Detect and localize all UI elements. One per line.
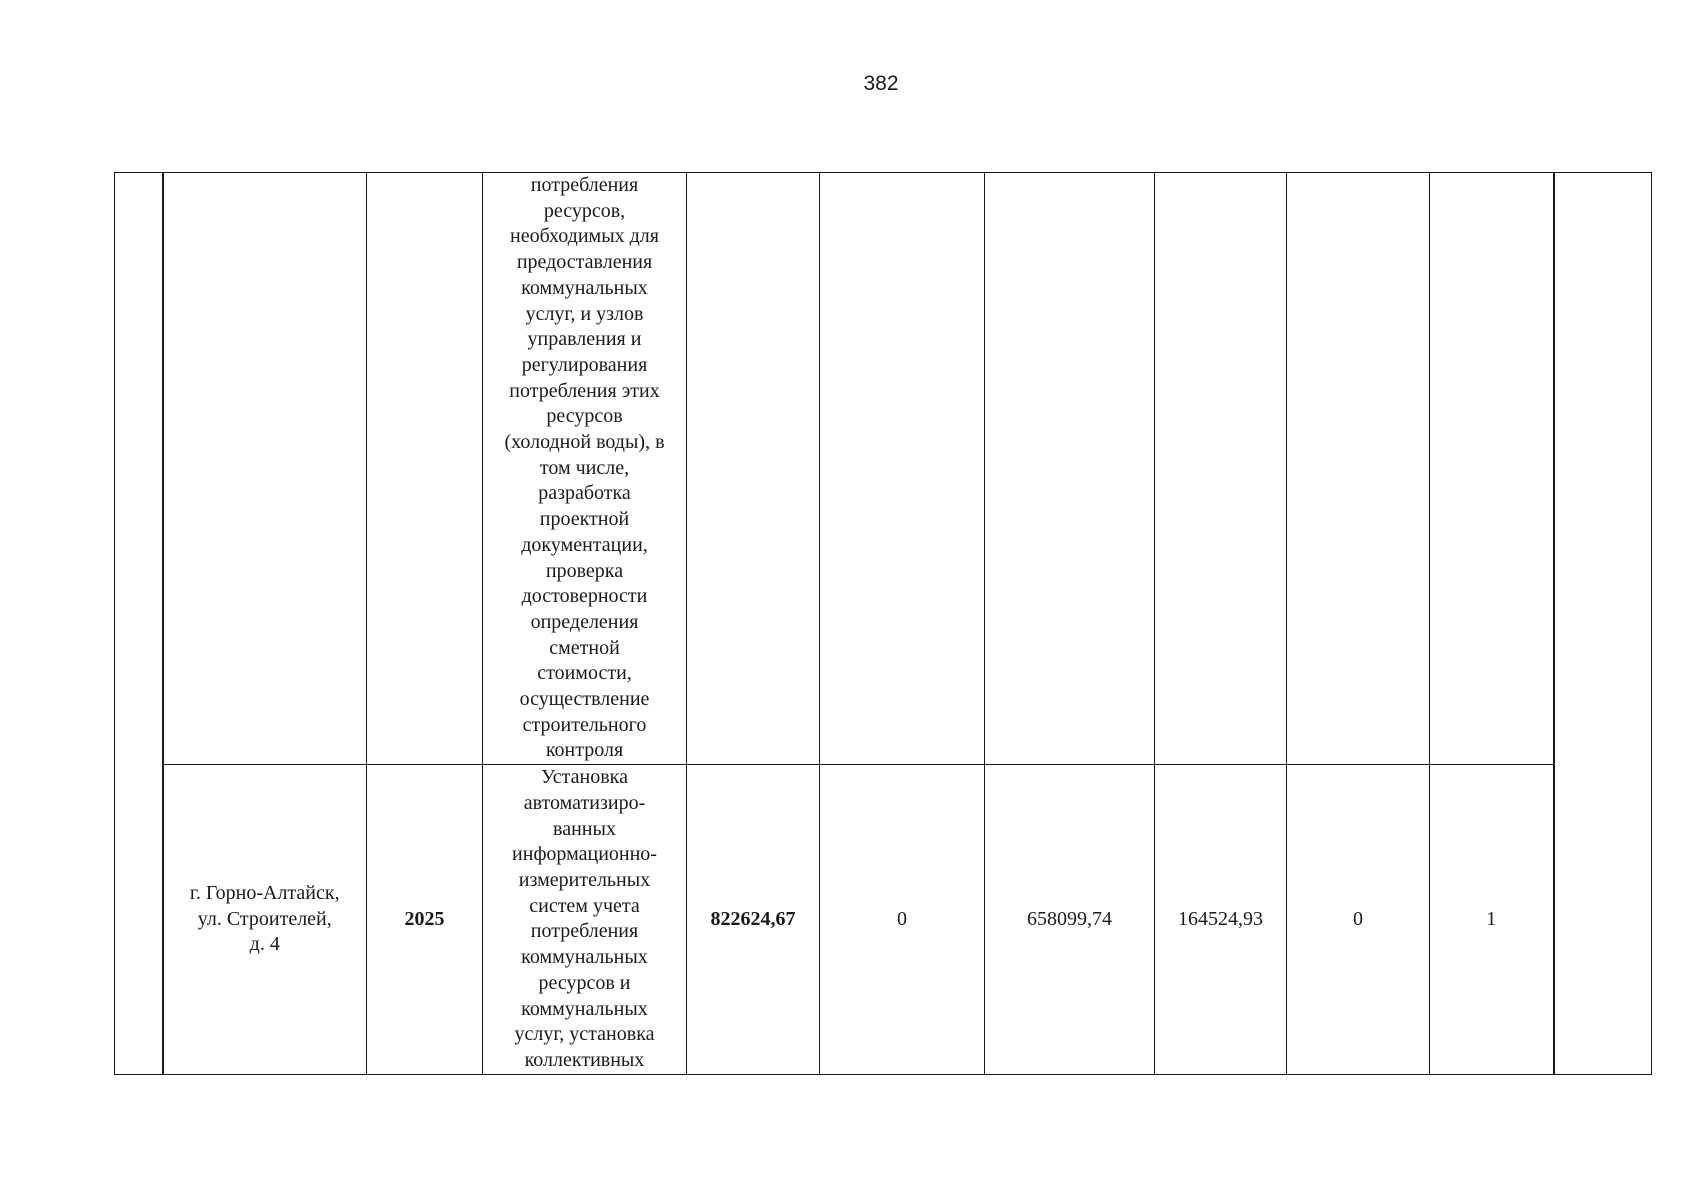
cost-col-d-cell bbox=[1287, 173, 1430, 765]
program-table bbox=[114, 172, 1652, 1075]
count-cell bbox=[1430, 173, 1554, 765]
cost-col-b-cell: 658099,74 bbox=[985, 765, 1155, 1074]
cost-col-a-cell: 0 bbox=[820, 765, 985, 1074]
work-description-text: Установка автоматизиро- ванных информационно- измерительных систем учета потребления коммунальных ресурсов и коммунальных услуг, установка коллективных bbox=[512, 766, 657, 1071]
address-cell bbox=[163, 173, 367, 765]
work-description-cell bbox=[483, 173, 687, 765]
work-description-cell bbox=[483, 765, 687, 1074]
year-cell bbox=[367, 173, 483, 765]
year-cell: 2025 bbox=[367, 765, 483, 1074]
cost-col-b-cell bbox=[985, 173, 1155, 765]
address-cell bbox=[163, 765, 367, 1074]
last-column-cell bbox=[1554, 173, 1652, 1075]
cost-col-c-cell: 164524,93 bbox=[1155, 765, 1287, 1074]
total-cost-cell: 822624,67 bbox=[687, 765, 820, 1074]
table-row bbox=[115, 765, 1652, 1074]
work-description-text: потребления ресурсов, необходимых для предоставления коммунальных услуг, и узлов управления и регулирования потребления этих ресурсов (холодной воды), в том числе, разработка проектной документации, проверка достоверности определения сметной стоимости, осуществление строительного контроля bbox=[504, 174, 665, 762]
address-text: г. Горно-Алтайск, ул. Строителей, д. 4 bbox=[189, 881, 340, 956]
row-number-cell bbox=[115, 173, 163, 1075]
count-cell: 1 bbox=[1430, 765, 1554, 1074]
page-number: 382 bbox=[863, 72, 899, 95]
total-cost-cell bbox=[687, 173, 820, 765]
cost-col-d-cell: 0 bbox=[1287, 765, 1430, 1074]
table-row bbox=[115, 173, 1652, 765]
cost-col-a-cell bbox=[820, 173, 985, 765]
cost-col-c-cell bbox=[1155, 173, 1287, 765]
